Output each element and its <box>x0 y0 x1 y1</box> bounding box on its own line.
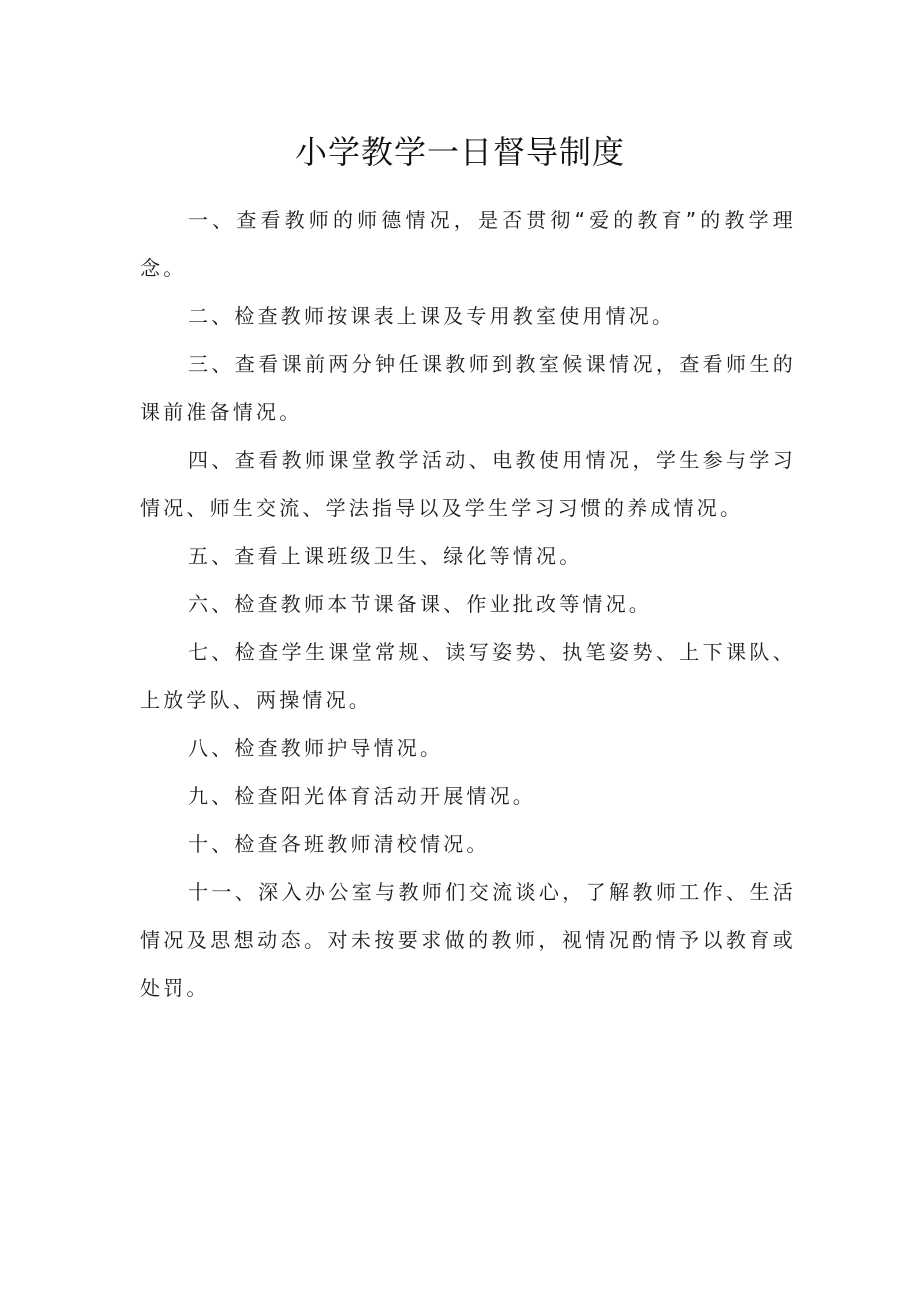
paragraph-1: 一、查看教师的师德情况，是否贯彻“爱的教育”的教学理念。 <box>140 208 796 280</box>
paragraph-6: 六、检查教师本节课备课、作业批改等情况。 <box>188 592 652 616</box>
paragraph-2: 二、检查教师按课表上课及专用教室使用情况。 <box>188 304 676 328</box>
paragraph-8: 八、检查教师护导情况。 <box>188 736 444 760</box>
paragraph-5: 五、查看上课班级卫生、绿化等情况。 <box>188 544 583 568</box>
paragraph-11: 十一、深入办公室与教师们交流谈心，了解教师工作、生活情况及思想动态。对未按要求做的教师，视情况酌情予以教育或处罚。 <box>140 880 796 1000</box>
paragraph-3: 三、查看课前两分钟任课教师到教室候课情况，查看师生的课前准备情况。 <box>140 352 796 424</box>
document-title: 小学教学一日督导制度 <box>294 133 625 171</box>
document-body <box>140 196 796 1012</box>
paragraph-10: 十、检查各班教师清校情况。 <box>188 832 490 856</box>
paragraph-7: 七、检查学生课堂常规、读写姿势、执笔姿势、上下课队、上放学队、两操情况。 <box>140 640 796 712</box>
paragraph-9: 九、检查阳光体育活动开展情况。 <box>188 784 536 808</box>
paragraph-4: 四、查看教师课堂教学活动、电教使用情况，学生参与学习情况、师生交流、学法指导以及学生学习习惯的养成情况。 <box>140 448 796 520</box>
